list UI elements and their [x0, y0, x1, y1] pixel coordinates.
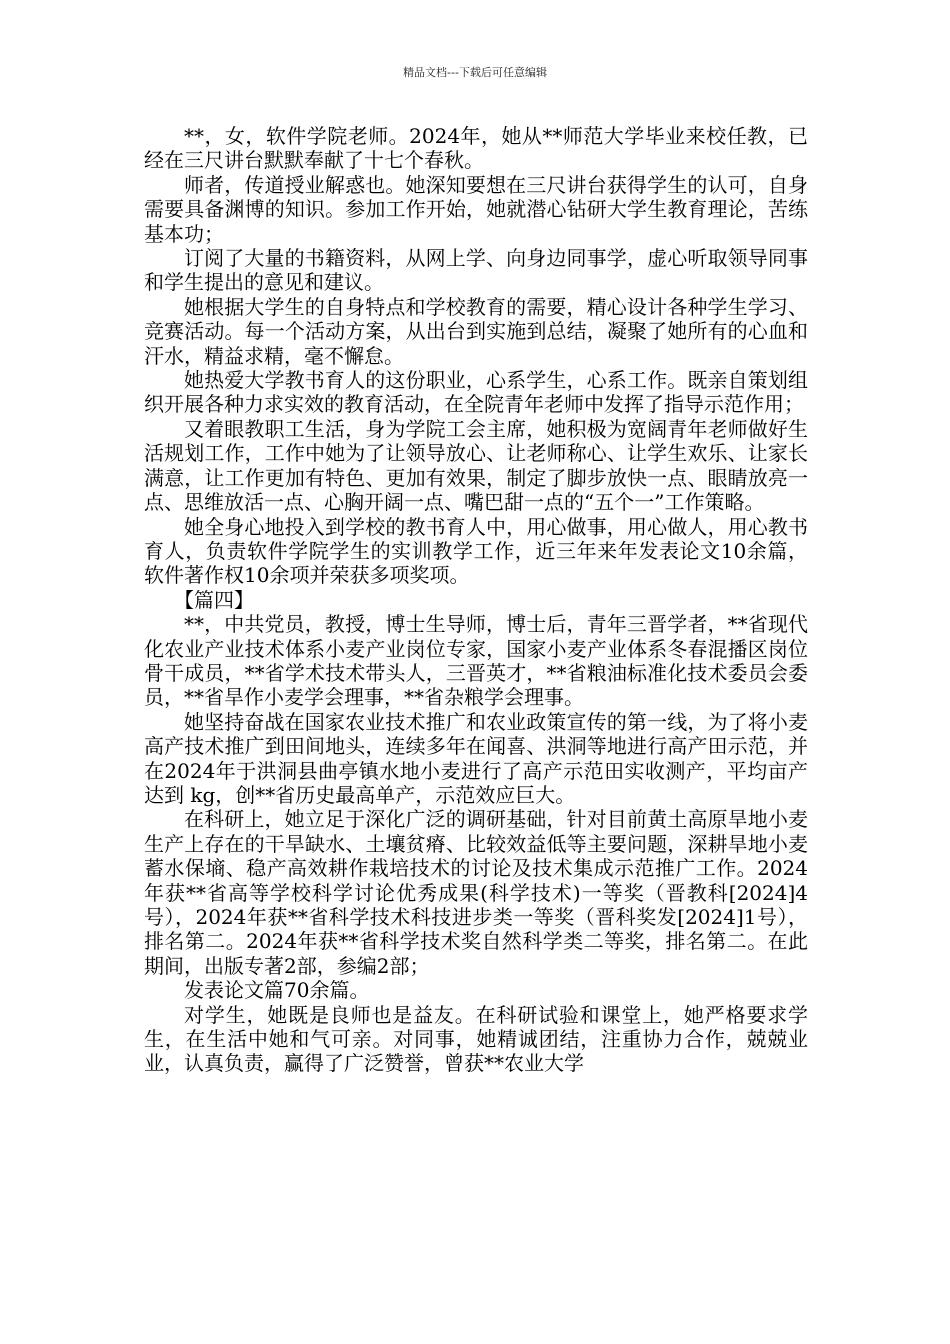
- paragraph: **，中共党员，教授，博士生导师，博士后，青年三晋学者，**省现代化农业产业技术体系小麦产业岗位专家，国家小麦产业体系冬春混播区岗位骨干成员，**省学术技术带头人，三晋英才，**省粮油标准化技术委员会委员，**省旱作小麦学会理事，**省杂粮学会理事。: [144, 612, 808, 710]
- paragraph: 订阅了大量的书籍资料，从网上学、向身边同事学，虚心听取领导同事和学生提出的意见和建议。: [144, 246, 808, 295]
- paragraph: **，女，软件学院老师。2024年，她从**师范大学毕业来校任教，已经在三尺讲台默默奉献了十七个春秋。: [144, 124, 808, 173]
- paragraph: 师者，传道授业解惑也。她深知要想在三尺讲台获得学生的认可，自身需要具备渊博的知识。参加工作开始，她就潜心钻研大学生教育理论，苦练基本功；: [144, 172, 808, 246]
- paragraph: 对学生，她既是良师也是益友。在科研试验和课堂上，她严格要求学生，在生活中她和气可亲。对同事，她精诚团结，注重协力合作，兢兢业业，认真负责，赢得了广泛赞誉，曾获**农业大学: [144, 1002, 808, 1076]
- paragraph: 在科研上，她立足于深化广泛的调研基础，针对目前黄土高原旱地小麦生产上存在的干旱缺水、土壤贫瘠、比较效益低等主要问题，深耕旱地小麦蓄水保墒、稳产高效耕作栽培技术的讨论及技术集成示范推广工作。2024年获**省高等学校科学讨论优秀成果(科学技术)一等奖（晋教科[2024]4号），2024年获**省科学技术科技进步类一等奖（晋科奖发[2024]1号），排名第二。2024年获**省科学技术奖自然科学类二等奖，排名第二。在此期间，出版专著2部，参编2部；: [144, 807, 808, 978]
- section-heading: 【篇四】: [174, 587, 254, 612]
- paragraph: 发表论文篇70余篇。: [184, 978, 370, 1003]
- paragraph: 她热爱大学教书育人的这份职业，心系学生，心系工作。既亲自策划组织开展各种力求实效的教育活动，在全院青年老师中发挥了指导示范作用；: [144, 368, 808, 417]
- paragraph: 她全身心地投入到学校的教书育人中，用心做事，用心做人，用心教书育人，负责软件学院学生的实训教学工作，近三年来年发表论文10余篇，软件著作权10余项并荣获多项奖项。: [144, 514, 808, 588]
- paragraph: 又着眼教职工生活，身为学院工会主席，她积极为宽阔青年老师做好生活规划工作，工作中她为了让领导放心、让老师称心、让学生欢乐、让家长满意，让工作更加有特色、更加有效果，制定了脚步放快一点、眼睛放亮一点、思维放活一点、心胸开阔一点、嘴巴甜一点的“五个一”工作策略。: [144, 416, 808, 515]
- paragraph: 她根据大学生的自身特点和学校教育的需要，精心设计各种学生学习、竞赛活动。每一个活动方案，从出台到实施到总结，凝聚了她所有的心血和汗水，精益求精，毫不懈怠。: [144, 294, 808, 368]
- document-body: [144, 124, 808, 1076]
- page-header: 精品文档---下载后可任意编辑: [403, 66, 547, 79]
- paragraph: 她坚持奋战在国家农业技术推广和农业政策宣传的第一线，为了将小麦高产技术推广到田间地头，连续多年在闻喜、洪洞等地进行高产田示范，并在2024年于洪洞县曲亭镇水地小麦进行了高产示范田实收测产，平均亩产达到 kg，创**省历史最高单产，示范效应巨大。: [144, 709, 808, 807]
